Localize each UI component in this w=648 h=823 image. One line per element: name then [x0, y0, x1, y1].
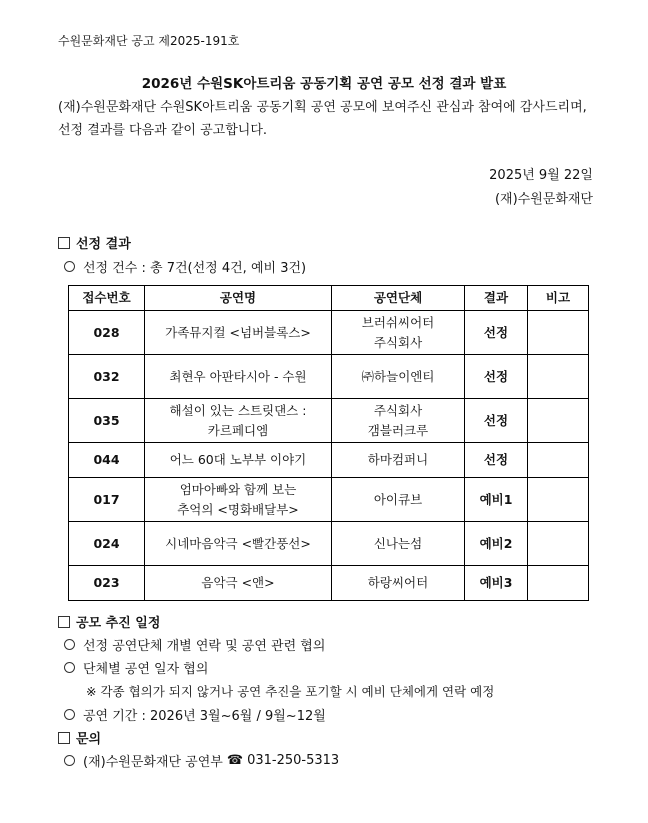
- table-row: [69, 399, 589, 443]
- header-cell: 공연단체: [332, 286, 465, 311]
- result-cell: 예비1: [465, 478, 528, 522]
- performance-group: ㈜하늘이엔티: [332, 355, 465, 399]
- schedule-item: [64, 635, 325, 654]
- performance-group: 브러쉬씨어터 주식회사: [332, 311, 465, 355]
- receipt-number: 024: [69, 522, 145, 566]
- table-row: [69, 566, 589, 601]
- performance-title: 최현우 아판타시아 - 수원: [145, 355, 332, 399]
- header-cell: 결과: [465, 286, 528, 311]
- schedule-item: [64, 705, 326, 724]
- table-row: [69, 522, 589, 566]
- circle-bullet-icon: [64, 709, 75, 720]
- schedule-item-text: 공연 기간 : 2026년 3월~6월 / 9월~12월: [83, 709, 326, 724]
- performance-group: 신나는섬: [332, 522, 465, 566]
- performance-title: 어느 60대 노부부 이야기: [145, 443, 332, 478]
- receipt-number: 032: [69, 355, 145, 399]
- performance-title: 해설이 있는 스트릿댄스 : 카르페디엠: [145, 399, 332, 443]
- remarks-cell: [528, 566, 589, 601]
- contact-line: [64, 751, 339, 770]
- table-row: [69, 355, 589, 399]
- result-cell: 선정: [465, 355, 528, 399]
- circle-bullet-icon: [64, 755, 75, 766]
- performance-group: 하랑씨어터: [332, 566, 465, 601]
- schedule-item-text: 단체별 공연 일자 협의: [83, 662, 209, 677]
- phone-icon: ☎: [226, 753, 244, 768]
- table-header-row: [69, 286, 589, 311]
- document-title: 2026년 수원SK아트리움 공동기획 공연 공모 선정 결과 발표: [141, 76, 507, 92]
- result-cell: 선정: [465, 399, 528, 443]
- remarks-cell: [528, 443, 589, 478]
- table-row: [69, 311, 589, 355]
- performance-title: 엄마아빠와 함께 보는 추억의 <명화배달부>: [145, 478, 332, 522]
- circle-bullet-icon: [64, 639, 75, 650]
- section-heading-label: 문의: [76, 732, 102, 747]
- schedule-note: ※ 각종 협의가 되지 않거나 공연 추진을 포기할 시 예비 단체에게 연락 예정: [86, 684, 495, 699]
- checkbox-square-icon: [58, 616, 70, 628]
- section-heading-label: 공모 추진 일정: [76, 616, 161, 631]
- performance-title: 음악극 <앤>: [145, 566, 332, 601]
- remarks-cell: [528, 399, 589, 443]
- checkbox-square-icon: [58, 732, 70, 744]
- section-heading-results: [58, 233, 131, 252]
- header-cell: 비고: [528, 286, 589, 311]
- schedule-item: [64, 658, 208, 677]
- receipt-number: 044: [69, 443, 145, 478]
- results-table: [68, 285, 589, 601]
- remarks-cell: [528, 311, 589, 355]
- section-heading-schedule: [58, 612, 160, 631]
- remarks-cell: [528, 355, 589, 399]
- intro-text: (재)수원문화재단 수원SK아트리움 공동기획 공연 공모에 보여주신 관심과 참여에 감사드리며, 선정 결과를 다음과 같이 공고합니다.: [58, 100, 587, 138]
- receipt-number: 035: [69, 399, 145, 443]
- performance-group: 아이큐브: [332, 478, 465, 522]
- result-cell: 선정: [465, 311, 528, 355]
- performance-title: 가족뮤지컬 <넘버블록스>: [145, 311, 332, 355]
- receipt-number: 017: [69, 478, 145, 522]
- contact-phone: 031-250-5313: [247, 753, 340, 768]
- receipt-number: 023: [69, 566, 145, 601]
- checkbox-square-icon: [58, 237, 70, 249]
- result-cell: 선정: [465, 443, 528, 478]
- issuer-name: (재)수원문화재단: [494, 192, 593, 207]
- header-cell: 공연명: [145, 286, 332, 311]
- table-row: [69, 443, 589, 478]
- notice-number: 수원문화재단 공고 제2025-191호: [58, 34, 240, 48]
- summary-text: 선정 건수 : 총 7건(선정 4건, 예비 3건): [83, 261, 307, 276]
- contact-department: (재)수원문화재단 공연부: [83, 755, 223, 770]
- performance-group: 하마컴퍼니: [332, 443, 465, 478]
- remarks-cell: [528, 478, 589, 522]
- result-cell: 예비3: [465, 566, 528, 601]
- header-cell: 접수번호: [69, 286, 145, 311]
- circle-bullet-icon: [64, 261, 75, 272]
- selection-summary: [64, 257, 306, 276]
- table-row: [69, 478, 589, 522]
- section-heading-contact: [58, 728, 101, 747]
- circle-bullet-icon: [64, 662, 75, 673]
- section-heading-label: 선정 결과: [76, 237, 131, 252]
- schedule-item-text: 선정 공연단체 개별 연락 및 공연 관련 협의: [83, 639, 326, 654]
- performance-group: 주식회사 갬블러크루: [332, 399, 465, 443]
- issue-date: 2025년 9월 22일: [489, 168, 593, 183]
- performance-title: 시네마음악극 <빨간풍선>: [145, 522, 332, 566]
- receipt-number: 028: [69, 311, 145, 355]
- result-cell: 예비2: [465, 522, 528, 566]
- remarks-cell: [528, 522, 589, 566]
